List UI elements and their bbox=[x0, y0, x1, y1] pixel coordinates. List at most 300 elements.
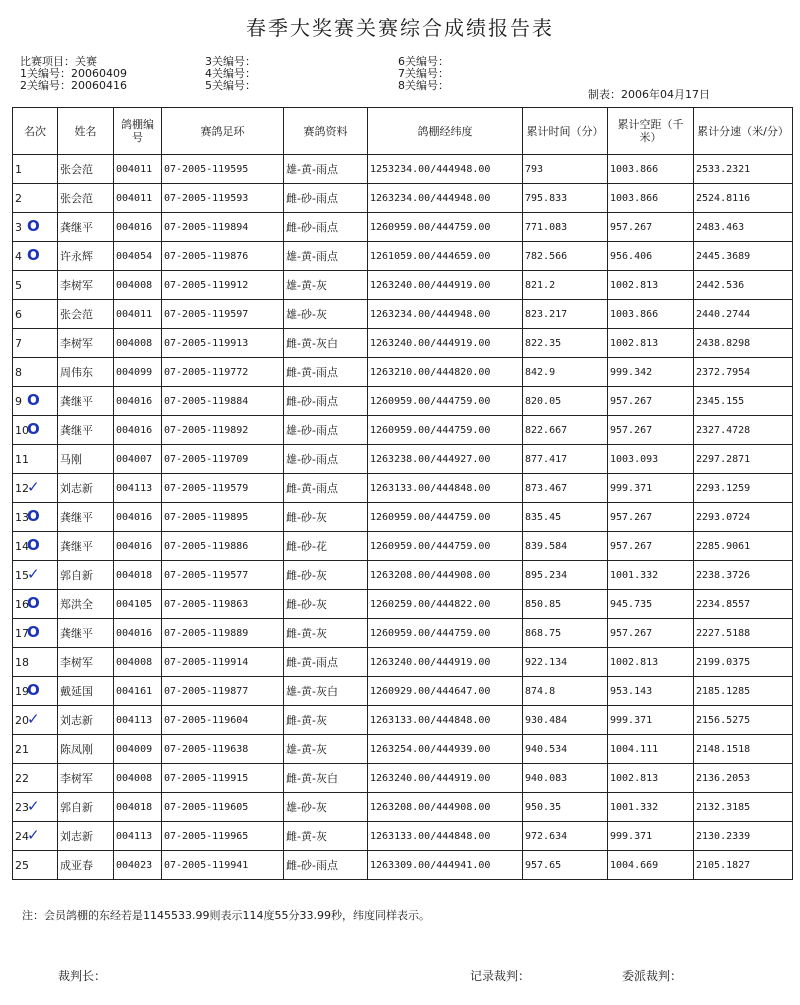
cell-rank bbox=[13, 184, 58, 213]
cell-total-time-text: 850.85 bbox=[525, 598, 562, 610]
cell-name-text: 成亚春 bbox=[60, 859, 93, 872]
table-row bbox=[13, 242, 793, 271]
col-header: 赛鸽足环 bbox=[162, 108, 284, 155]
cell-total-time bbox=[523, 851, 608, 880]
cell-rank bbox=[13, 213, 58, 242]
cell-name-text: 龚继平 bbox=[60, 221, 93, 234]
cell-rank-text: 13 bbox=[15, 510, 29, 524]
cell-pigeon-info-text: 雄-黄-灰 bbox=[286, 279, 327, 292]
cell-pigeon-info-text: 雌-黄-灰 bbox=[286, 830, 327, 843]
cell-total-time-text: 940.534 bbox=[525, 743, 568, 755]
cell-rank-text: 18 bbox=[15, 655, 29, 669]
cell-coordinates-text: 1261059.00/444659.00 bbox=[370, 250, 491, 262]
circle-mark-icon: O bbox=[27, 623, 40, 641]
cell-total-distance bbox=[608, 300, 694, 329]
cell-coordinates bbox=[368, 271, 523, 300]
check-mark-icon: ✓ bbox=[27, 478, 40, 496]
cell-total-distance-text: 999.371 bbox=[610, 830, 653, 842]
cell-coordinates bbox=[368, 793, 523, 822]
cell-pigeon-info-text: 雌-黄-雨点 bbox=[286, 656, 338, 669]
cell-ring-number-text: 07-2005-119597 bbox=[164, 308, 249, 320]
cell-total-time-text: 957.65 bbox=[525, 859, 562, 871]
cell-pigeon-info bbox=[284, 532, 368, 561]
cell-ring-number bbox=[162, 735, 284, 764]
cell-ring-number bbox=[162, 561, 284, 590]
cell-name bbox=[58, 445, 114, 474]
cell-rank-text: 20 bbox=[15, 713, 29, 727]
cell-name bbox=[58, 155, 114, 184]
cell-name-text: 张会范 bbox=[60, 192, 93, 205]
cell-speed-text: 2533.2321 bbox=[696, 163, 751, 175]
cell-loft-id-text: 004009 bbox=[116, 743, 153, 755]
cell-loft-id-text: 004113 bbox=[116, 830, 153, 842]
cell-coordinates bbox=[368, 706, 523, 735]
cell-loft-id bbox=[114, 648, 162, 677]
cell-speed-text: 2234.8557 bbox=[696, 598, 751, 610]
cell-speed-text: 2297.2871 bbox=[696, 453, 751, 465]
cell-coordinates bbox=[368, 445, 523, 474]
cell-total-time-text: 821.2 bbox=[525, 279, 556, 291]
cell-total-distance bbox=[608, 619, 694, 648]
cell-speed bbox=[694, 619, 793, 648]
cell-total-distance bbox=[608, 416, 694, 445]
circle-mark-icon: O bbox=[27, 681, 40, 699]
table-row bbox=[13, 822, 793, 851]
cell-rank-text: 4 bbox=[15, 249, 22, 263]
cell-coordinates bbox=[368, 358, 523, 387]
cell-total-time bbox=[523, 561, 608, 590]
cell-coordinates-text: 1260959.00/444759.00 bbox=[370, 511, 491, 523]
table-row bbox=[13, 619, 793, 648]
cell-ring-number bbox=[162, 706, 284, 735]
cell-rank bbox=[13, 358, 58, 387]
cell-coordinates bbox=[368, 416, 523, 445]
cell-total-time bbox=[523, 155, 608, 184]
cell-pigeon-info bbox=[284, 503, 368, 532]
cell-total-time bbox=[523, 532, 608, 561]
col-header: 名次 bbox=[13, 108, 58, 155]
cell-speed-text: 2442.536 bbox=[696, 279, 745, 291]
cell-pigeon-info bbox=[284, 793, 368, 822]
cell-ring-number-text: 07-2005-119605 bbox=[164, 801, 249, 813]
cell-coordinates bbox=[368, 387, 523, 416]
cell-pigeon-info-text: 雌-砂-雨点 bbox=[286, 192, 338, 205]
cell-ring-number-text: 07-2005-119877 bbox=[164, 685, 249, 697]
signature-record-referee: 记录裁判： bbox=[470, 969, 531, 983]
cell-speed-text: 2345.155 bbox=[696, 395, 745, 407]
cell-pigeon-info-text: 雌-砂-灰 bbox=[286, 598, 327, 611]
circle-mark-icon: O bbox=[27, 420, 40, 438]
circle-mark-icon: O bbox=[27, 391, 40, 409]
footnote: 注：会员鸽棚的东经若是1145533.99则表示114度55分33.99秒，纬度同样表示。 bbox=[22, 909, 430, 922]
cell-coordinates bbox=[368, 735, 523, 764]
cell-ring-number bbox=[162, 242, 284, 271]
cell-speed-text: 2105.1827 bbox=[696, 859, 751, 871]
cell-name-text: 周伟东 bbox=[60, 366, 93, 379]
cell-ring-number bbox=[162, 474, 284, 503]
table-row bbox=[13, 300, 793, 329]
cell-speed bbox=[694, 764, 793, 793]
cell-total-distance-text: 1003.866 bbox=[610, 308, 659, 320]
cell-total-time-text: 795.833 bbox=[525, 192, 568, 204]
cell-total-distance-text: 999.342 bbox=[610, 366, 653, 378]
cell-total-time-text: 930.484 bbox=[525, 714, 568, 726]
cell-rank bbox=[13, 387, 58, 416]
cell-speed bbox=[694, 793, 793, 822]
table-row bbox=[13, 155, 793, 184]
cell-speed-text: 2132.3185 bbox=[696, 801, 751, 813]
cell-pigeon-info bbox=[284, 155, 368, 184]
cell-speed-text: 2293.1259 bbox=[696, 482, 751, 494]
cell-name bbox=[58, 648, 114, 677]
cell-pigeon-info bbox=[284, 822, 368, 851]
cell-speed bbox=[694, 300, 793, 329]
cell-rank bbox=[13, 329, 58, 358]
header-line: 1关编号：20060409 bbox=[20, 67, 127, 80]
cell-coordinates bbox=[368, 184, 523, 213]
cell-ring-number-text: 07-2005-119593 bbox=[164, 192, 249, 204]
cell-ring-number bbox=[162, 793, 284, 822]
cell-ring-number bbox=[162, 445, 284, 474]
cell-total-distance-text: 1004.111 bbox=[610, 743, 659, 755]
cell-speed-text: 2227.5188 bbox=[696, 627, 751, 639]
cell-pigeon-info-text: 雌-黄-雨点 bbox=[286, 482, 338, 495]
cell-coordinates-text: 1263133.00/444848.00 bbox=[370, 482, 491, 494]
cell-pigeon-info-text: 雌-黄-灰白 bbox=[286, 337, 338, 350]
cell-loft-id bbox=[114, 445, 162, 474]
cell-rank-text: 21 bbox=[15, 742, 29, 756]
cell-total-time-text: 922.134 bbox=[525, 656, 568, 668]
cell-total-time bbox=[523, 184, 608, 213]
cell-ring-number bbox=[162, 677, 284, 706]
header-info-col2 bbox=[205, 56, 256, 92]
circle-mark-icon: O bbox=[27, 246, 40, 264]
cell-speed bbox=[694, 677, 793, 706]
cell-name-text: 郭自新 bbox=[60, 801, 93, 814]
cell-rank-text: 16 bbox=[15, 597, 29, 611]
cell-pigeon-info bbox=[284, 648, 368, 677]
cell-total-distance-text: 957.267 bbox=[610, 540, 653, 552]
table-row bbox=[13, 677, 793, 706]
table-row bbox=[13, 416, 793, 445]
cell-coordinates-text: 1263234.00/444948.00 bbox=[370, 308, 491, 320]
cell-rank bbox=[13, 561, 58, 590]
cell-pigeon-info-text: 雄-砂-灰 bbox=[286, 801, 327, 814]
cell-speed bbox=[694, 706, 793, 735]
cell-loft-id bbox=[114, 474, 162, 503]
cell-coordinates-text: 1263210.00/444820.00 bbox=[370, 366, 491, 378]
cell-coordinates bbox=[368, 648, 523, 677]
cell-total-distance bbox=[608, 271, 694, 300]
cell-total-time-text: 822.667 bbox=[525, 424, 568, 436]
cell-total-time bbox=[523, 619, 608, 648]
header-line: 8关编号： bbox=[398, 79, 449, 92]
cell-rank-text: 2 bbox=[15, 191, 22, 205]
cell-loft-id bbox=[114, 300, 162, 329]
cell-pigeon-info bbox=[284, 329, 368, 358]
cell-name-text: 李树军 bbox=[60, 337, 93, 350]
cell-rank bbox=[13, 445, 58, 474]
cell-total-time bbox=[523, 387, 608, 416]
page-title: 春季大奖赛关赛综合成绩报告表 bbox=[246, 16, 554, 40]
cell-name bbox=[58, 213, 114, 242]
cell-speed-text: 2199.0375 bbox=[696, 656, 751, 668]
cell-total-time-text: 823.217 bbox=[525, 308, 568, 320]
cell-name-text: 龚继平 bbox=[60, 627, 93, 640]
cell-ring-number bbox=[162, 155, 284, 184]
cell-total-time bbox=[523, 445, 608, 474]
cell-total-distance bbox=[608, 445, 694, 474]
cell-loft-id bbox=[114, 764, 162, 793]
cell-ring-number-text: 07-2005-119913 bbox=[164, 337, 249, 349]
cell-total-time bbox=[523, 213, 608, 242]
cell-rank bbox=[13, 300, 58, 329]
cell-ring-number-text: 07-2005-119579 bbox=[164, 482, 249, 494]
cell-total-time bbox=[523, 590, 608, 619]
cell-coordinates-text: 1263240.00/444919.00 bbox=[370, 337, 491, 349]
cell-total-distance bbox=[608, 793, 694, 822]
cell-rank bbox=[13, 735, 58, 764]
cell-total-time-text: 771.083 bbox=[525, 221, 568, 233]
circle-mark-icon: O bbox=[27, 594, 40, 612]
cell-loft-id bbox=[114, 822, 162, 851]
cell-speed bbox=[694, 184, 793, 213]
cell-total-distance-text: 953.143 bbox=[610, 685, 653, 697]
cell-speed-text: 2285.9061 bbox=[696, 540, 751, 552]
cell-coordinates-text: 1260959.00/444759.00 bbox=[370, 627, 491, 639]
cell-ring-number bbox=[162, 271, 284, 300]
cell-coordinates-text: 1263133.00/444848.00 bbox=[370, 830, 491, 842]
cell-loft-id-text: 004054 bbox=[116, 250, 153, 262]
cell-coordinates-text: 1263133.00/444848.00 bbox=[370, 714, 491, 726]
cell-total-distance bbox=[608, 184, 694, 213]
cell-pigeon-info bbox=[284, 387, 368, 416]
cell-total-distance-text: 945.735 bbox=[610, 598, 653, 610]
cell-speed-text: 2136.2053 bbox=[696, 772, 751, 784]
cell-pigeon-info bbox=[284, 213, 368, 242]
cell-ring-number bbox=[162, 416, 284, 445]
header-line: 2关编号：20060416 bbox=[20, 79, 127, 92]
cell-name bbox=[58, 822, 114, 851]
cell-rank bbox=[13, 851, 58, 880]
cell-ring-number-text: 07-2005-119894 bbox=[164, 221, 249, 233]
cell-total-distance-text: 957.267 bbox=[610, 627, 653, 639]
cell-loft-id bbox=[114, 793, 162, 822]
cell-coordinates bbox=[368, 561, 523, 590]
cell-name-text: 刘志新 bbox=[60, 714, 93, 727]
cell-coordinates-text: 1260259.00/444822.00 bbox=[370, 598, 491, 610]
cell-loft-id bbox=[114, 735, 162, 764]
cell-speed-text: 2327.4728 bbox=[696, 424, 751, 436]
table-row bbox=[13, 329, 793, 358]
cell-total-distance bbox=[608, 590, 694, 619]
cell-rank-text: 1 bbox=[15, 162, 22, 176]
cell-name-text: 李树军 bbox=[60, 772, 93, 785]
cell-total-time-text: 874.8 bbox=[525, 685, 556, 697]
cell-rank-text: 17 bbox=[15, 626, 29, 640]
cell-loft-id-text: 004016 bbox=[116, 540, 153, 552]
cell-name bbox=[58, 271, 114, 300]
cell-total-time-text: 782.566 bbox=[525, 250, 568, 262]
cell-rank-text: 11 bbox=[15, 452, 29, 466]
cell-rank-text: 24 bbox=[15, 829, 29, 843]
cell-total-distance-text: 957.267 bbox=[610, 221, 653, 233]
cell-pigeon-info-text: 雄-黄-灰 bbox=[286, 743, 327, 756]
cell-loft-id-text: 004008 bbox=[116, 337, 153, 349]
cell-ring-number bbox=[162, 532, 284, 561]
cell-pigeon-info-text: 雌-黄-灰 bbox=[286, 714, 327, 727]
cell-pigeon-info bbox=[284, 851, 368, 880]
cell-pigeon-info bbox=[284, 764, 368, 793]
cell-total-distance-text: 957.267 bbox=[610, 511, 653, 523]
header-line: 5关编号： bbox=[205, 79, 256, 92]
cell-total-time bbox=[523, 793, 608, 822]
cell-loft-id bbox=[114, 387, 162, 416]
cell-total-distance bbox=[608, 648, 694, 677]
cell-total-distance-text: 1002.813 bbox=[610, 279, 659, 291]
table-row bbox=[13, 735, 793, 764]
table-row bbox=[13, 271, 793, 300]
cell-pigeon-info-text: 雄-砂-灰 bbox=[286, 308, 327, 321]
cell-name bbox=[58, 793, 114, 822]
cell-name-text: 刘志新 bbox=[60, 830, 93, 843]
check-mark-icon: ✓ bbox=[27, 826, 40, 844]
cell-total-time-text: 793 bbox=[525, 163, 544, 175]
col-header: 累计空距（千米） bbox=[608, 108, 694, 155]
cell-ring-number-text: 07-2005-119772 bbox=[164, 366, 249, 378]
cell-ring-number bbox=[162, 503, 284, 532]
table-row bbox=[13, 184, 793, 213]
cell-pigeon-info-text: 雌-砂-雨点 bbox=[286, 221, 338, 234]
cell-total-time-text: 873.467 bbox=[525, 482, 568, 494]
cell-total-time bbox=[523, 300, 608, 329]
cell-loft-id bbox=[114, 155, 162, 184]
header-info-col1 bbox=[20, 56, 127, 92]
cell-coordinates bbox=[368, 851, 523, 880]
cell-total-time bbox=[523, 358, 608, 387]
cell-total-time-text: 839.584 bbox=[525, 540, 568, 552]
cell-loft-id-text: 004011 bbox=[116, 308, 153, 320]
cell-rank-text: 15 bbox=[15, 568, 29, 582]
cell-rank-text: 25 bbox=[15, 858, 29, 872]
cell-coordinates bbox=[368, 677, 523, 706]
cell-total-time-text: 877.417 bbox=[525, 453, 568, 465]
cell-rank bbox=[13, 155, 58, 184]
cell-speed bbox=[694, 503, 793, 532]
cell-speed bbox=[694, 387, 793, 416]
cell-total-distance bbox=[608, 474, 694, 503]
cell-speed-text: 2524.8116 bbox=[696, 192, 751, 204]
cell-name bbox=[58, 619, 114, 648]
cell-coordinates bbox=[368, 474, 523, 503]
cell-rank bbox=[13, 532, 58, 561]
cell-total-distance bbox=[608, 764, 694, 793]
col-header: 累计分速（米/分） bbox=[694, 108, 793, 155]
cell-pigeon-info-text: 雄-黄-雨点 bbox=[286, 163, 338, 176]
cell-ring-number-text: 07-2005-119577 bbox=[164, 569, 249, 581]
cell-speed-text: 2445.3689 bbox=[696, 250, 751, 262]
cell-coordinates-text: 1260959.00/444759.00 bbox=[370, 395, 491, 407]
cell-rank-text: 19 bbox=[15, 684, 29, 698]
cell-total-distance-text: 1003.866 bbox=[610, 163, 659, 175]
signature-assigned-referee: 委派裁判： bbox=[622, 969, 683, 983]
cell-total-distance-text: 1003.093 bbox=[610, 453, 659, 465]
cell-loft-id-text: 004008 bbox=[116, 772, 153, 784]
cell-rank-text: 8 bbox=[15, 365, 22, 379]
circle-mark-icon: O bbox=[27, 217, 40, 235]
cell-loft-id-text: 004011 bbox=[116, 192, 153, 204]
check-mark-icon: ✓ bbox=[27, 710, 40, 728]
table-row bbox=[13, 590, 793, 619]
header-line: 6关编号： bbox=[398, 55, 449, 68]
cell-total-distance-text: 1002.813 bbox=[610, 656, 659, 668]
cell-loft-id bbox=[114, 329, 162, 358]
cell-total-distance bbox=[608, 561, 694, 590]
table-row bbox=[13, 213, 793, 242]
cell-rank-text: 6 bbox=[15, 307, 22, 321]
cell-name bbox=[58, 532, 114, 561]
cell-total-distance bbox=[608, 822, 694, 851]
cell-loft-id-text: 004105 bbox=[116, 598, 153, 610]
results-table bbox=[12, 107, 793, 880]
cell-coordinates bbox=[368, 300, 523, 329]
cell-speed bbox=[694, 155, 793, 184]
cell-name bbox=[58, 706, 114, 735]
cell-ring-number-text: 07-2005-119886 bbox=[164, 540, 249, 552]
cell-coordinates bbox=[368, 619, 523, 648]
cell-rank-text: 22 bbox=[15, 771, 29, 785]
circle-mark-icon: O bbox=[27, 536, 40, 554]
cell-name bbox=[58, 561, 114, 590]
cell-ring-number-text: 07-2005-119892 bbox=[164, 424, 249, 436]
cell-loft-id bbox=[114, 619, 162, 648]
cell-loft-id bbox=[114, 677, 162, 706]
cell-loft-id-text: 004016 bbox=[116, 424, 153, 436]
cell-ring-number bbox=[162, 764, 284, 793]
cell-total-time-text: 895.234 bbox=[525, 569, 568, 581]
cell-pigeon-info bbox=[284, 561, 368, 590]
table-row bbox=[13, 445, 793, 474]
cell-coordinates-text: 1263234.00/444948.00 bbox=[370, 192, 491, 204]
cell-ring-number-text: 07-2005-119595 bbox=[164, 163, 249, 175]
cell-total-distance-text: 957.267 bbox=[610, 395, 653, 407]
table-row bbox=[13, 503, 793, 532]
cell-total-distance-text: 957.267 bbox=[610, 424, 653, 436]
cell-total-time bbox=[523, 648, 608, 677]
cell-total-distance bbox=[608, 706, 694, 735]
cell-name bbox=[58, 358, 114, 387]
cell-pigeon-info-text: 雌-砂-雨点 bbox=[286, 859, 338, 872]
cell-ring-number-text: 07-2005-119941 bbox=[164, 859, 249, 871]
cell-coordinates-text: 1263208.00/444908.00 bbox=[370, 801, 491, 813]
cell-pigeon-info-text: 雌-砂-雨点 bbox=[286, 395, 338, 408]
cell-loft-id-text: 004008 bbox=[116, 279, 153, 291]
cell-speed-text: 2148.1518 bbox=[696, 743, 751, 755]
cell-speed bbox=[694, 532, 793, 561]
cell-pigeon-info-text: 雌-砂-灰 bbox=[286, 569, 327, 582]
cell-rank bbox=[13, 619, 58, 648]
cell-pigeon-info-text: 雄-砂-雨点 bbox=[286, 424, 338, 437]
cell-name bbox=[58, 851, 114, 880]
header-info-col3 bbox=[398, 56, 449, 92]
cell-speed bbox=[694, 851, 793, 880]
cell-speed-text: 2372.7954 bbox=[696, 366, 751, 378]
cell-loft-id-text: 004007 bbox=[116, 453, 153, 465]
cell-total-time-text: 822.35 bbox=[525, 337, 562, 349]
cell-speed-text: 2483.463 bbox=[696, 221, 745, 233]
cell-loft-id-text: 004016 bbox=[116, 627, 153, 639]
cell-rank-text: 12 bbox=[15, 481, 29, 495]
